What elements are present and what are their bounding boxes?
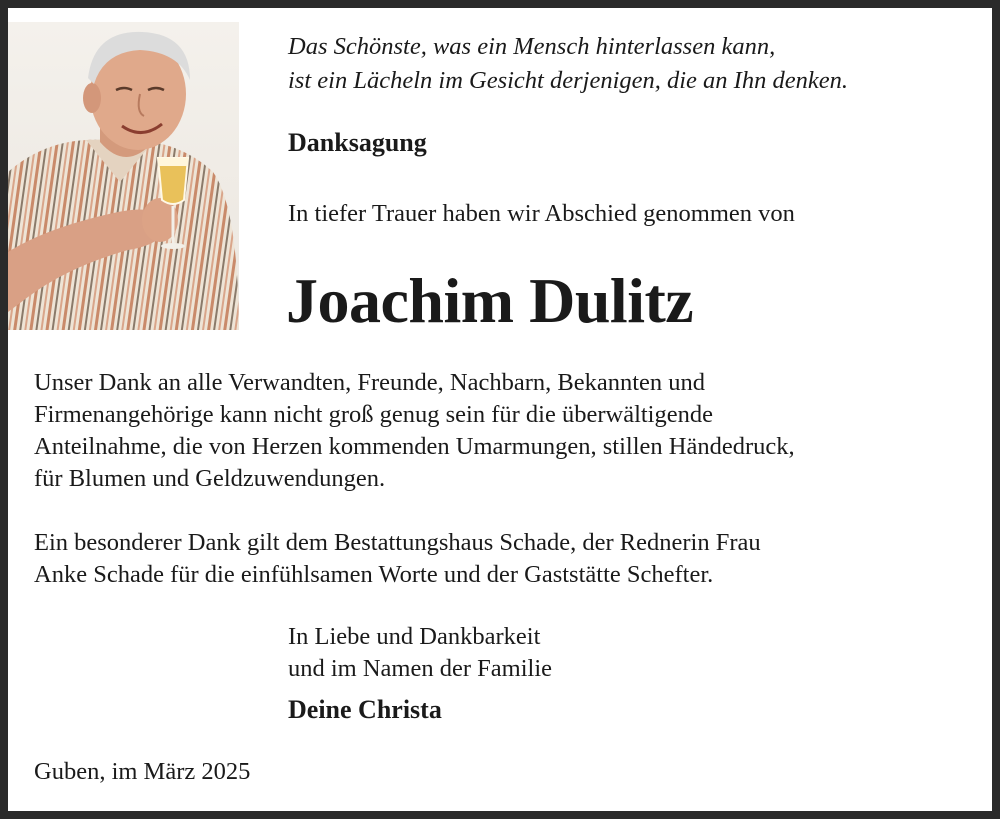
paragraph-line: Anke Schade für die einfühlsamen Worte und der Gaststätte Schefter.: [34, 561, 714, 588]
memorial-quote: [288, 30, 978, 98]
quote-line: Das Schönste, was ein Mensch hinterlassen kann,: [288, 33, 776, 60]
obituary-notice: [8, 8, 992, 811]
thanks-paragraph: [34, 367, 984, 495]
portrait-photo: [8, 22, 239, 330]
special-thanks-paragraph: [34, 527, 984, 591]
paragraph-line: Ein besonderer Dank gilt dem Bestattungshaus Schade, der Rednerin Frau: [34, 529, 761, 556]
paragraph-line: Unser Dank an alle Verwandten, Freunde, Nachbarn, Bekannten und: [34, 369, 706, 396]
intro-text: In tiefer Trauer haben wir Abschied genommen von: [288, 200, 795, 227]
paragraph-line: Anteilnahme, die von Herzen kommenden Umarmungen, stillen Händedruck,: [34, 433, 795, 460]
paragraph-line: Firmenangehörige kann nicht groß genug sein für die überwältigende: [34, 401, 713, 428]
closing-line: In Liebe und Dankbarkeit: [288, 623, 541, 650]
paragraph-line: für Blumen und Geldzuwendungen.: [34, 465, 386, 492]
signature: Deine Christa: [288, 695, 442, 724]
closing-line: und im Namen der Familie: [288, 655, 552, 682]
place-date: Guben, im März 2025: [34, 758, 251, 785]
notice-heading: Danksagung: [288, 128, 427, 157]
quote-line: ist ein Lächeln im Gesicht derjenigen, die an Ihn denken.: [288, 67, 848, 94]
deceased-name: Joachim Dulitz: [286, 265, 694, 336]
closing-phrase: [288, 621, 552, 685]
